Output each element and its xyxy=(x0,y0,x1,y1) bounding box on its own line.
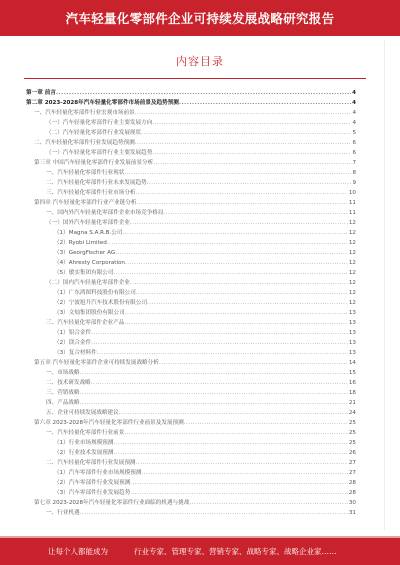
toc-heading: 内容目录 xyxy=(176,55,224,68)
toc-entry-page: 13 xyxy=(348,320,356,326)
toc-entry-label: 第五章 汽车轻量化零部件企业可持续发展战略分析 xyxy=(34,360,159,366)
toc-entry-label: （二）国内汽车轻量化零部件企业 xyxy=(46,280,130,286)
toc-entry[interactable] xyxy=(26,328,356,338)
toc-entry[interactable] xyxy=(26,218,356,228)
toc-entry-label: 一、汽车轻量化零部件行业现状 xyxy=(46,170,125,176)
toc-entry-page: 9 xyxy=(352,180,356,186)
toc-leader-dots xyxy=(141,468,347,478)
toc-entry-label: 第四章 汽车轻量化零部件行业产业链分析 xyxy=(34,200,137,206)
toc-entry-page: 28 xyxy=(348,480,356,486)
toc-entry[interactable] xyxy=(26,108,356,118)
toc-entry-page: 4 xyxy=(352,120,356,126)
header-bar xyxy=(0,0,400,36)
toc-entry[interactable] xyxy=(26,128,356,138)
toc-entry[interactable] xyxy=(26,458,356,468)
toc-entry-label: （2）Ryobi Limited xyxy=(54,240,107,246)
toc-entry-page: 7 xyxy=(352,160,356,166)
toc-entry[interactable] xyxy=(26,378,356,388)
toc-leader-dots xyxy=(114,448,348,458)
toc-entry-page: 11 xyxy=(348,200,356,206)
toc-entry-label: （1）行业市场规模预测 xyxy=(54,440,114,446)
toc-entry-page: 10 xyxy=(348,190,356,196)
toc-entry-label: （2）汽车零部件行业发展预测 xyxy=(54,480,131,486)
toc-entry-label: （2）行业技术发展预测 xyxy=(54,450,114,456)
toc-leader-dots xyxy=(159,358,348,368)
toc-entry-label: 五、企业可持续发展战略建议 xyxy=(46,410,119,416)
toc-entry[interactable] xyxy=(26,408,356,418)
toc-entry-page: 31 xyxy=(348,510,356,516)
toc-entry-label: （二）汽车轻量化零部件行业发展现状 xyxy=(46,130,142,136)
table-of-contents xyxy=(26,88,356,518)
toc-entry[interactable] xyxy=(26,478,356,488)
toc-entry-label: （一）国外汽车轻量化零部件企业 xyxy=(46,220,130,226)
toc-entry[interactable] xyxy=(26,498,356,508)
toc-entry-label: （3）汽车零部件行业发展趋势 xyxy=(54,490,131,496)
toc-leader-dots xyxy=(107,238,348,248)
toc-entry-page: 12 xyxy=(348,290,356,296)
toc-leader-dots xyxy=(163,208,347,218)
toc-leader-dots xyxy=(189,498,348,508)
toc-entry[interactable] xyxy=(26,428,356,438)
toc-leader-dots xyxy=(80,398,348,408)
toc-leader-dots xyxy=(56,88,351,98)
toc-entry[interactable] xyxy=(26,418,356,428)
toc-leader-dots xyxy=(119,408,348,418)
toc-entry-label: 三、汽车轻量化零部件行业市场分析 xyxy=(46,190,136,196)
toc-entry-page: 25 xyxy=(348,430,356,436)
toc-entry-page: 4 xyxy=(352,90,356,96)
toc-leader-dots xyxy=(124,168,351,178)
toc-entry-page: 26 xyxy=(348,450,356,456)
toc-entry[interactable] xyxy=(26,168,356,178)
toc-entry-page: 5 xyxy=(352,130,356,136)
footer-slogan-right: 行业专家、管理专家、营销专家、战略专家、战略企业家…… xyxy=(134,547,337,556)
toc-entry[interactable] xyxy=(26,398,356,408)
toc-entry-page: 11 xyxy=(348,210,356,216)
toc-entry[interactable] xyxy=(26,388,356,398)
document-title: 汽车轻量化零部件企业可持续发展战略研究报告 xyxy=(65,11,335,26)
toc-leader-dots xyxy=(135,138,352,148)
toc-entry-page: 6 xyxy=(352,150,356,156)
toc-leader-dots xyxy=(130,278,348,288)
toc-leader-dots xyxy=(80,508,348,518)
toc-entry-page: 24 xyxy=(348,410,356,416)
toc-entry-page: 12 xyxy=(348,270,356,276)
toc-entry[interactable] xyxy=(26,318,356,328)
toc-entry-page: 30 xyxy=(348,500,356,506)
toc-entry[interactable] xyxy=(26,268,356,278)
toc-entry-label: 第一章 前言 xyxy=(26,90,56,96)
toc-entry-page: 16 xyxy=(348,380,356,386)
toc-entry[interactable] xyxy=(26,88,356,98)
page-edge-divider xyxy=(384,40,385,530)
toc-entry-page: 13 xyxy=(348,350,356,356)
footer-bar xyxy=(0,538,400,565)
toc-entry[interactable] xyxy=(26,308,356,318)
toc-leader-dots xyxy=(91,328,348,338)
toc-leader-dots xyxy=(115,248,348,258)
toc-entry-label: （3）复合材料件 xyxy=(54,350,97,356)
toc-entry[interactable] xyxy=(26,248,356,258)
toc-entry[interactable] xyxy=(26,118,356,128)
toc-leader-dots xyxy=(114,268,348,278)
toc-entry-label: （2）镁合金件 xyxy=(54,340,92,346)
toc-leader-dots xyxy=(114,438,348,448)
toc-entry[interactable] xyxy=(26,158,356,168)
toc-entry[interactable] xyxy=(26,258,356,268)
toc-entry[interactable] xyxy=(26,208,356,218)
toc-entry-page: 15 xyxy=(348,370,356,376)
toc-entry-label: 一、国内外汽车轻量化零部件企业市场竞争格局 xyxy=(46,210,164,216)
toc-entry-label: 第三章 中国汽车轻量化零部件行业发展前景分析 xyxy=(34,160,154,166)
toc-entry-page: 14 xyxy=(348,360,356,366)
toc-entry-page: 13 xyxy=(348,340,356,346)
toc-entry-page: 25 xyxy=(348,440,356,446)
toc-entry-label: 四、产品战略 xyxy=(46,400,80,406)
toc-entry-page: 4 xyxy=(352,100,356,106)
toc-leader-dots xyxy=(130,218,348,228)
toc-leader-dots xyxy=(80,368,348,378)
toc-divider xyxy=(24,78,366,79)
toc-leader-dots xyxy=(135,108,352,118)
toc-entry-page: 18 xyxy=(348,390,356,396)
toc-entry-label: （一）汽车轻量化零部件行业主要发展趋势 xyxy=(46,150,153,156)
toc-leader-dots xyxy=(125,308,348,318)
toc-entry-label: （1）Magna S.A.R.B.公司 xyxy=(54,230,123,236)
toc-leader-dots xyxy=(141,128,351,138)
toc-entry-label: （一）汽车轻量化零部件行业主要发展方向 xyxy=(46,120,153,126)
toc-entry-label: 二、汽车轻量化零部件行业未来发展趋势 xyxy=(46,180,147,186)
toc-entry[interactable] xyxy=(26,178,356,188)
toc-entry[interactable] xyxy=(26,298,356,308)
toc-entry[interactable] xyxy=(26,348,356,358)
toc-entry-page: 25 xyxy=(348,420,356,426)
toc-leader-dots xyxy=(147,298,348,308)
toc-leader-dots xyxy=(184,418,348,428)
toc-leader-dots xyxy=(80,388,348,398)
toc-entry-page: 12 xyxy=(348,230,356,236)
toc-leader-dots xyxy=(122,228,347,238)
toc-entry[interactable] xyxy=(26,488,356,498)
toc-entry-label: 二、技术研发战略 xyxy=(46,380,91,386)
toc-entry-label: 一、市场战略 xyxy=(46,370,80,376)
toc-entry[interactable] xyxy=(26,288,356,298)
toc-leader-dots xyxy=(136,458,348,468)
toc-entry[interactable] xyxy=(26,338,356,348)
toc-leader-dots xyxy=(124,428,348,438)
toc-entry-page: 13 xyxy=(348,310,356,316)
toc-entry[interactable] xyxy=(26,368,356,378)
toc-entry-label: （2）宁波旭升汽车技术股份有限公司 xyxy=(54,300,148,306)
toc-leader-dots xyxy=(124,318,348,328)
toc-entry[interactable] xyxy=(26,138,356,148)
toc-entry-page: 12 xyxy=(348,300,356,306)
toc-entry-page: 8 xyxy=(352,170,356,176)
toc-leader-dots xyxy=(152,118,351,128)
toc-entry-page: 21 xyxy=(348,400,356,406)
toc-leader-dots xyxy=(130,478,348,488)
toc-leader-dots xyxy=(91,338,348,348)
toc-entry-label: 三、营销战略 xyxy=(46,390,80,396)
toc-leader-dots xyxy=(136,198,347,208)
toc-leader-dots xyxy=(130,488,348,498)
toc-leader-dots xyxy=(152,148,351,158)
toc-leader-dots xyxy=(136,288,348,298)
toc-entry-page: 27 xyxy=(348,460,356,466)
toc-entry-label: （3）文灿集团股份有限公司 xyxy=(54,310,125,316)
toc-entry-label: 二、汽车轻量化零部件行业发展预测 xyxy=(46,460,136,466)
toc-entry[interactable] xyxy=(26,188,356,198)
toc-entry-page: 12 xyxy=(348,220,356,226)
toc-leader-dots xyxy=(136,188,348,198)
toc-entry-label: （4）Ahresty Corporation xyxy=(54,260,125,266)
toc-entry-label: 第六章 2023-2028年汽车轻量化零部件行业前景及发展预测 xyxy=(34,420,184,426)
toc-entry[interactable] xyxy=(26,238,356,248)
toc-entry[interactable] xyxy=(26,358,356,368)
toc-entry[interactable] xyxy=(26,438,356,448)
toc-entry-label: （1）汽车零部件行业市场规模预测 xyxy=(54,470,142,476)
toc-entry-label: （5）敏实集团有限公司 xyxy=(54,270,114,276)
toc-entry[interactable] xyxy=(26,198,356,208)
toc-entry-page: 13 xyxy=(348,330,356,336)
toc-entry-label: 三、汽车轻量化零部件企业产品 xyxy=(46,320,125,326)
toc-leader-dots xyxy=(179,98,351,108)
toc-entry-label: 一、汽车轻量化零部件行业前景 xyxy=(46,430,125,436)
toc-entry-label: （3）GeorgFischer AG xyxy=(54,250,116,256)
footer-slogan-left: 让每个人都能成为 xyxy=(48,547,108,556)
toc-leader-dots xyxy=(125,258,348,268)
toc-entry-page: 12 xyxy=(348,240,356,246)
toc-leader-dots xyxy=(91,378,348,388)
toc-entry[interactable] xyxy=(26,148,356,158)
toc-entry-label: （1）广东鸿图科技股份有限公司 xyxy=(54,290,136,296)
toc-entry[interactable] xyxy=(26,98,356,108)
toc-entry-page: 6 xyxy=(352,140,356,146)
toc-leader-dots xyxy=(147,178,352,188)
toc-entry[interactable] xyxy=(26,228,356,238)
toc-entry-label: 二、汽车轻量化零部件行业发展趋势预测 xyxy=(34,140,135,146)
toc-entry-page: 12 xyxy=(348,250,356,256)
toc-entry-label: 第二章 2023-2028年汽车轻量化零部件市场前景及趋势预测 xyxy=(26,100,179,106)
toc-entry-page: 4 xyxy=(352,110,356,116)
toc-entry[interactable] xyxy=(26,448,356,458)
toc-entry-page: 27 xyxy=(348,470,356,476)
toc-entry-page: 12 xyxy=(348,280,356,286)
toc-entry-label: （1）铝合金件 xyxy=(54,330,92,336)
toc-entry[interactable] xyxy=(26,468,356,478)
toc-entry-page: 28 xyxy=(348,490,356,496)
toc-entry-label: 一、汽车轻量化零部件行业宏观市场前景 xyxy=(34,110,135,116)
toc-entry-label: 第七章 2023-2028年汽车轻量化零部件行业面临的机遇与挑战 xyxy=(34,500,190,506)
toc-leader-dots xyxy=(153,158,351,168)
toc-leader-dots xyxy=(97,348,348,358)
toc-entry-label: 一、行业机遇 xyxy=(46,510,80,516)
toc-entry[interactable] xyxy=(26,278,356,288)
toc-entry[interactable] xyxy=(26,508,356,518)
toc-entry-page: 12 xyxy=(348,260,356,266)
